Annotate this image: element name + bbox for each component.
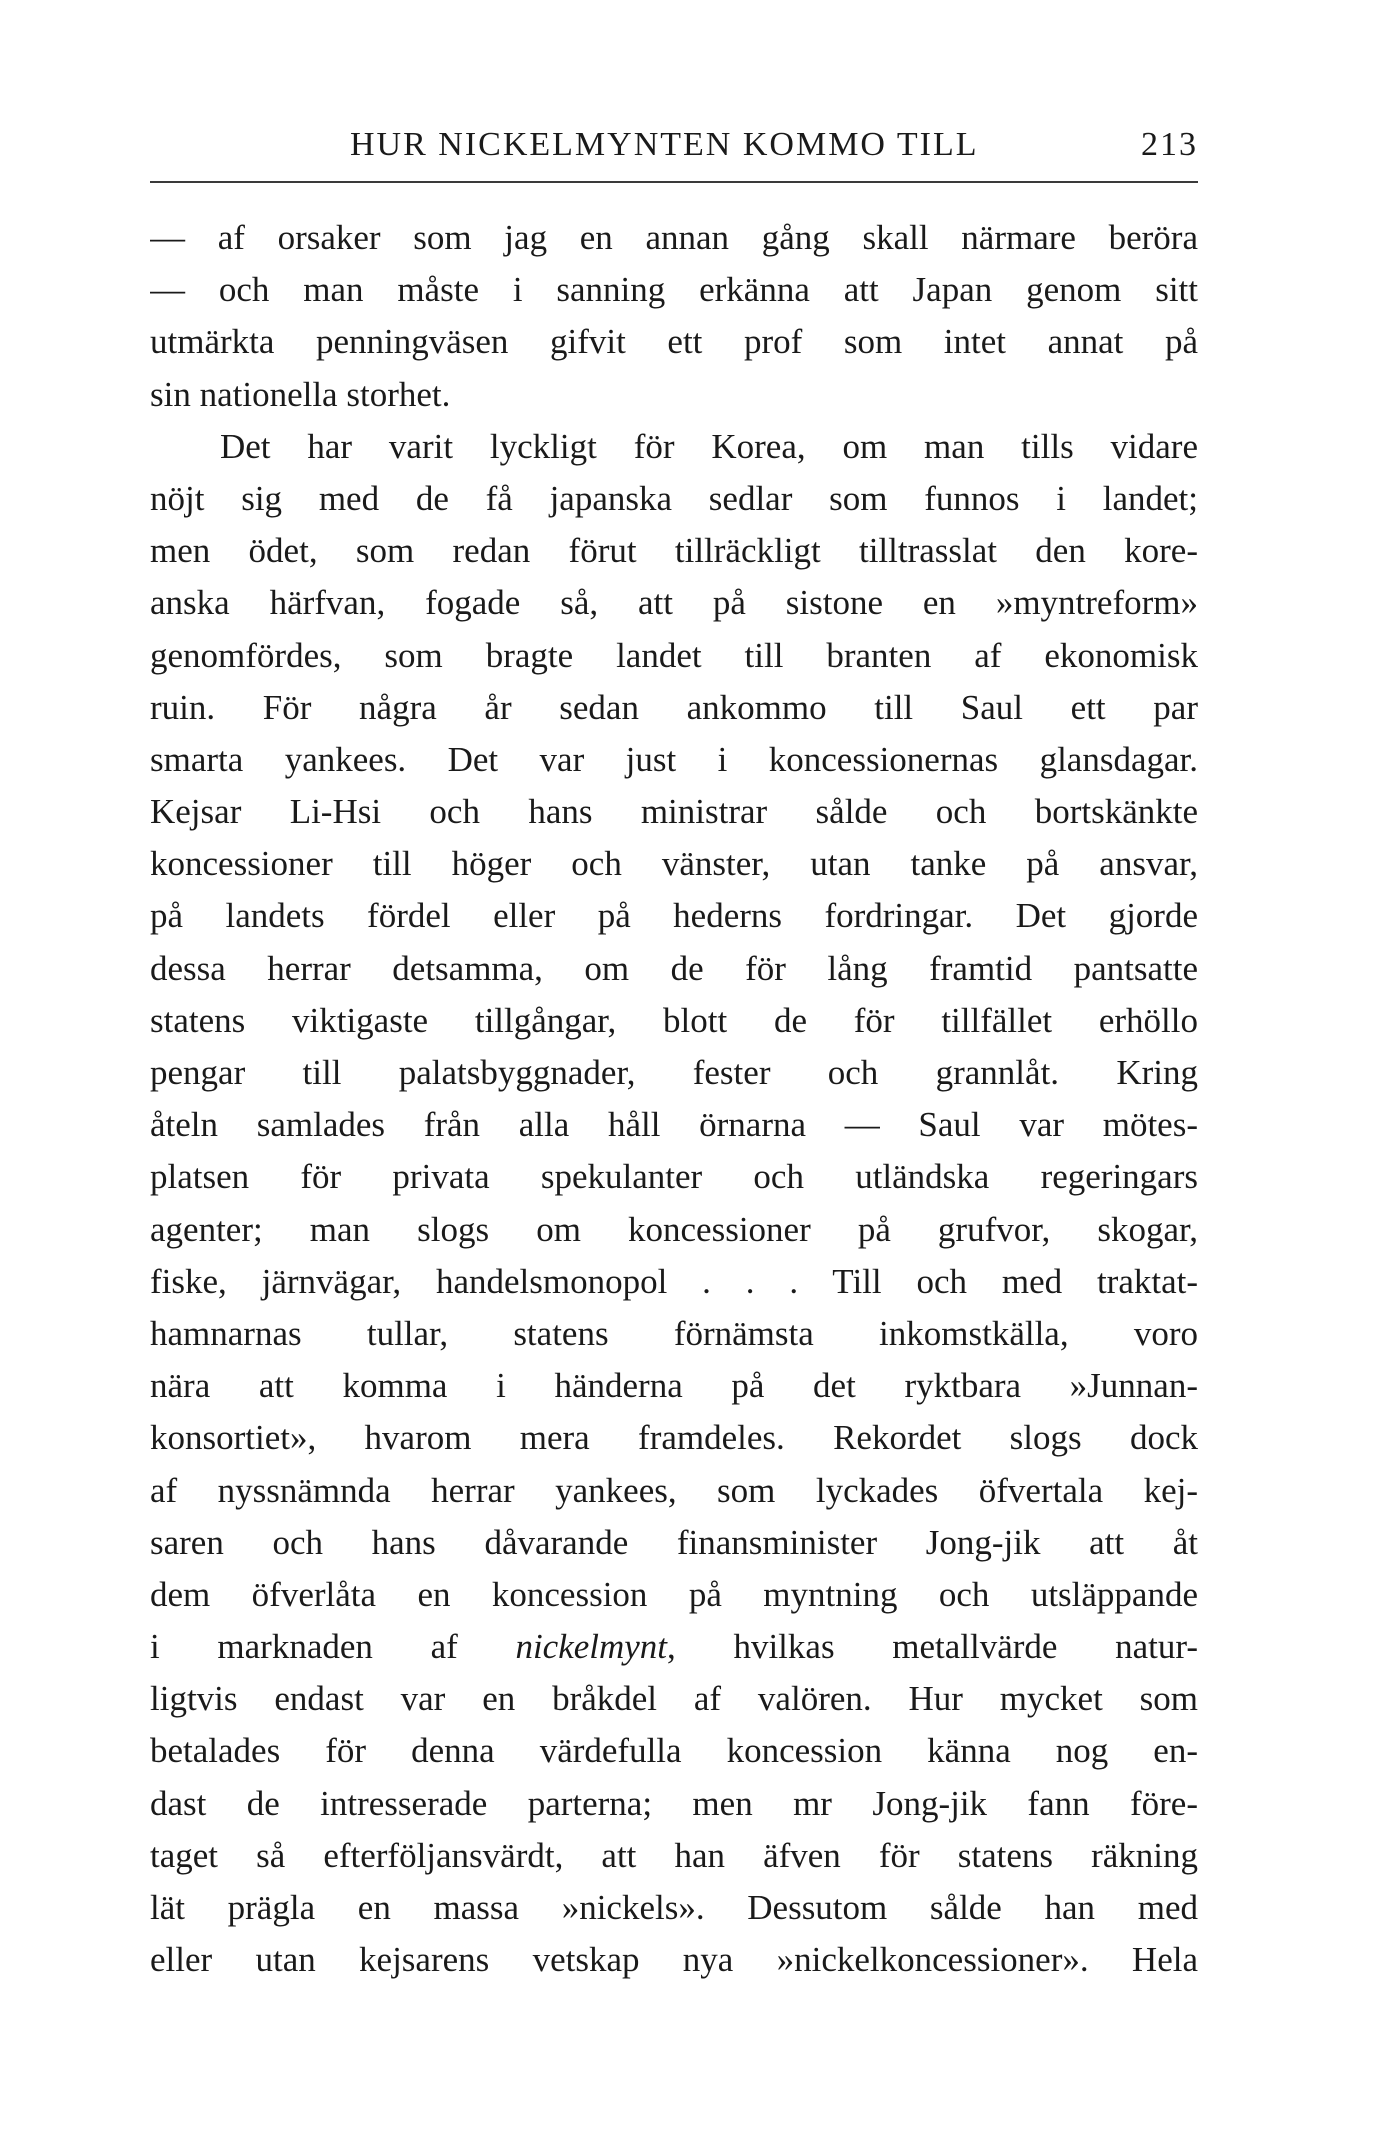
text-line: nära att komma i händerna på det ryktbara »Junnan-	[150, 1366, 1198, 1406]
header-divider	[150, 181, 1198, 183]
text-line: Kejsar Li-Hsi och hans ministrar sålde och bortskänkte	[150, 792, 1198, 832]
text-line: af nyssnämnda herrar yankees, som lyckades öfvertala kej-	[150, 1470, 1198, 1510]
text-line: genomfördes, som bragte landet till branten af ekonomisk	[150, 635, 1198, 675]
text-segment: i marknaden af	[150, 1627, 516, 1667]
text-line: på landets fördel eller på hederns fordringar. Det gjorde	[150, 896, 1198, 936]
text-line: — af orsaker som jag en annan gång skall närmare beröra	[150, 218, 1198, 257]
italic-term: nickelmynt	[515, 1627, 668, 1667]
text-line: sin nationella storhet.	[150, 374, 451, 414]
running-title: HUR NICKELMYNTEN KOMMO TILL	[350, 126, 979, 163]
text-line: dast de intresserade parterna; men mr Jong-jik fann före-	[150, 1783, 1198, 1823]
text-line: utmärkta penningväsen gifvit ett prof som intet annat på	[150, 322, 1198, 362]
text-line: ligtvis endast var en bråkdel af valören. Hur mycket som	[150, 1679, 1198, 1719]
page-number: 213	[1141, 126, 1198, 163]
body-text	[150, 212, 1198, 1986]
text-line: dessa herrar detsamma, om de för lång framtid pantsatte	[150, 948, 1198, 988]
text-line: Det har varit lyckligt för Korea, om man tills vidare	[220, 426, 1198, 466]
text-line: åteln samlades från alla håll örnarna — Saul var mötes-	[150, 1105, 1198, 1145]
text-line: koncessioner till höger och vänster, utan tanke på ansvar,	[150, 844, 1198, 884]
text-line: taget så efterföljansvärdt, att han äfven för statens räkning	[150, 1835, 1198, 1875]
text-line: anska härfvan, fogade så, att på sistone en »myntreform»	[150, 583, 1198, 623]
text-line: men ödet, som redan förut tillräckligt tilltrasslat den kore-	[150, 531, 1198, 571]
text-line: betalades för denna värdefulla koncession känna nog en-	[150, 1731, 1198, 1771]
text-line: smarta yankees. Det var just i koncessionernas glansdagar.	[150, 739, 1198, 779]
text-line: konsortiet», hvarom mera framdeles. Rekordet slogs dock	[150, 1418, 1198, 1458]
running-head	[150, 120, 1198, 170]
text-line: hamnarnas tullar, statens förnämsta inkomstkälla, voro	[150, 1313, 1198, 1353]
text-line: — och man måste i sanning erkänna att Japan genom sitt	[150, 270, 1198, 310]
text-line: ruin. För några år sedan ankommo till Saul ett par	[150, 687, 1198, 727]
text-line: fiske, järnvägar, handelsmonopol . . . Till och med traktat-	[150, 1261, 1198, 1301]
text-line: statens viktigaste tillgångar, blott de för tillfället erhöllo	[150, 1000, 1198, 1040]
text-line: nöjt sig med de få japanska sedlar som funnos i landet;	[150, 478, 1198, 518]
text-segment: , hvilkas metallvärde natur-	[667, 1627, 1198, 1667]
text-line: saren och hans dåvarande finansminister Jong-jik att åt	[150, 1522, 1198, 1562]
text-line: agenter; man slogs om koncessioner på grufvor, skogar,	[150, 1209, 1198, 1249]
text-line: dem öfverlåta en koncession på myntning och utsläppande	[150, 1574, 1198, 1614]
text-line: lät prägla en massa »nickels». Dessutom sålde han med	[150, 1888, 1198, 1927]
text-line: platsen för privata spekulanter och utländska regeringars	[150, 1157, 1198, 1197]
text-line	[150, 1621, 1198, 1673]
text-line: eller utan kejsarens vetskap nya »nickelkoncessioner». Hela	[150, 1940, 1198, 1980]
text-line: pengar till palatsbyggnader, fester och grannlåt. Kring	[150, 1053, 1198, 1092]
